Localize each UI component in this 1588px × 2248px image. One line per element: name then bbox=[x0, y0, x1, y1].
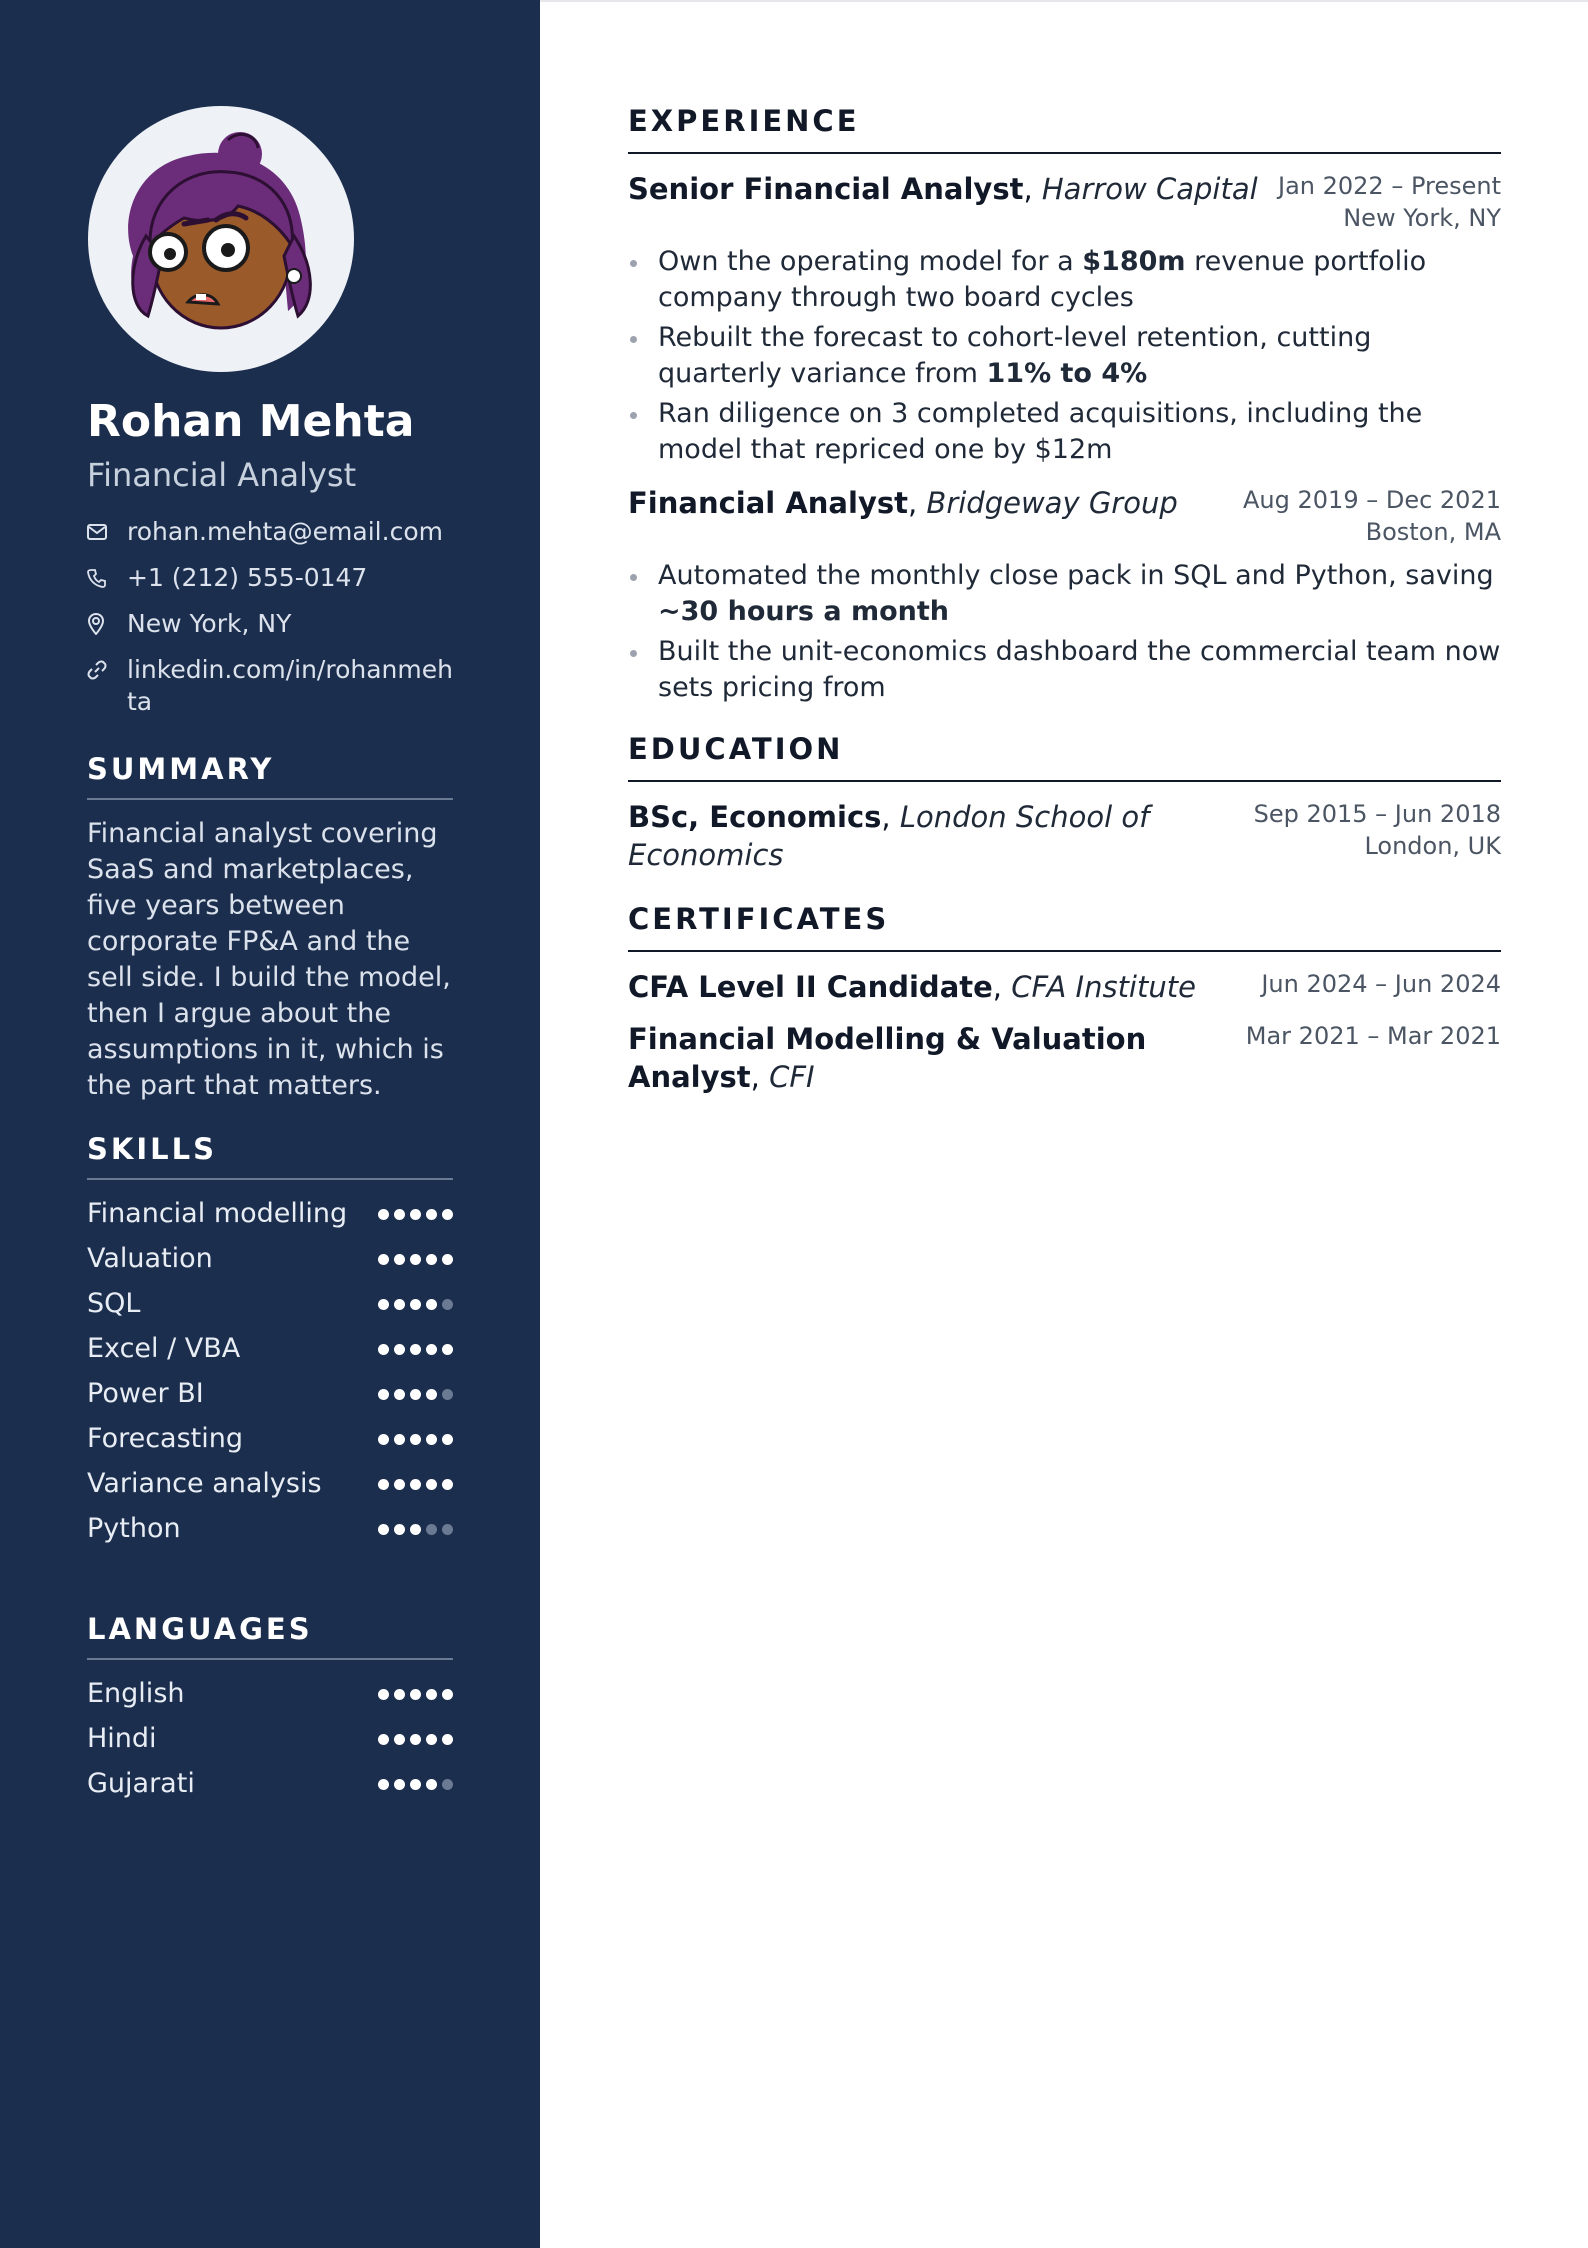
language-rating bbox=[378, 1734, 453, 1745]
rating-dot bbox=[410, 1479, 421, 1490]
rating-dot bbox=[426, 1434, 437, 1445]
rating-dot bbox=[394, 1524, 405, 1535]
skill-rating bbox=[378, 1344, 453, 1355]
bullet-item: Ran diligence on 3 completed acquisitions, including the model that repriced one by $12m bbox=[628, 396, 1501, 468]
skill-row bbox=[87, 1241, 453, 1277]
phone-text: +1 (212) 555-0147 bbox=[127, 563, 368, 592]
skill-row bbox=[87, 1466, 453, 1502]
skill-name: Power BI bbox=[87, 1378, 204, 1409]
rating-dot bbox=[426, 1254, 437, 1265]
skill-row bbox=[87, 1421, 453, 1457]
job-dates: Aug 2019 – Dec 2021 bbox=[1243, 486, 1501, 514]
job-location: Boston, MA bbox=[1365, 518, 1501, 546]
top-border bbox=[540, 0, 1588, 2]
rating-dot bbox=[442, 1779, 453, 1790]
skill-name: Variance analysis bbox=[87, 1468, 322, 1499]
skill-row bbox=[87, 1511, 453, 1547]
rating-dot bbox=[442, 1299, 453, 1310]
rating-dot bbox=[394, 1434, 405, 1445]
candidate-title: Financial Analyst bbox=[87, 456, 357, 494]
rating-dot bbox=[426, 1344, 437, 1355]
job-meta bbox=[1278, 170, 1501, 234]
skill-name: Python bbox=[87, 1513, 181, 1544]
summary-section bbox=[87, 752, 453, 1104]
rating-dot bbox=[378, 1479, 389, 1490]
certificate-name: CFA Level II Candidate bbox=[628, 970, 993, 1004]
rating-dot bbox=[410, 1689, 421, 1700]
avatar-illustration bbox=[88, 106, 354, 372]
rating-dot bbox=[394, 1689, 405, 1700]
rating-dot bbox=[410, 1254, 421, 1265]
languages-list bbox=[87, 1676, 453, 1802]
skill-rating bbox=[378, 1479, 453, 1490]
skills-section bbox=[87, 1132, 453, 1556]
rating-dot bbox=[410, 1299, 421, 1310]
rating-dot bbox=[378, 1344, 389, 1355]
certificate-entry bbox=[628, 968, 1501, 1006]
rating-dot bbox=[394, 1344, 405, 1355]
education-heading: EDUCATION bbox=[628, 732, 1501, 782]
mail-icon bbox=[87, 516, 111, 548]
rating-dot bbox=[442, 1344, 453, 1355]
education-title-line: BSc, Economics, London School of Economics bbox=[628, 800, 1150, 872]
link-icon bbox=[87, 654, 111, 686]
job-title-line: Financial Analyst, Bridgeway Group bbox=[628, 486, 1178, 520]
rating-dot bbox=[426, 1524, 437, 1535]
rating-dot bbox=[410, 1779, 421, 1790]
summary-text: Financial analyst covering SaaS and marketplaces, five years between corporate FP&A and the sell side. I build the model, then I argue about the assumptions in it, which is the part that matters. bbox=[87, 818, 451, 1101]
experience-heading: EXPERIENCE bbox=[628, 104, 1501, 154]
education-meta bbox=[1254, 798, 1501, 862]
location-icon bbox=[87, 608, 111, 640]
language-name: Gujarati bbox=[87, 1768, 195, 1799]
rating-dot bbox=[378, 1689, 389, 1700]
location-text: New York, NY bbox=[127, 609, 292, 638]
bullet-item: Built the unit-economics dashboard the commercial team now sets pricing from bbox=[628, 634, 1501, 706]
certificates-heading: CERTIFICATES bbox=[628, 902, 1501, 952]
certificate-issuer: CFI bbox=[769, 1060, 815, 1094]
linkedin-text: linkedin.com/in/rohanmehta bbox=[127, 655, 453, 716]
skills-heading: SKILLS bbox=[87, 1132, 453, 1180]
skill-rating bbox=[378, 1299, 453, 1310]
bullet-item: Own the operating model for a $180m revenue portfolio company through two board cycles bbox=[628, 244, 1501, 316]
rating-dot bbox=[394, 1254, 405, 1265]
rating-dot bbox=[394, 1479, 405, 1490]
skill-rating bbox=[378, 1434, 453, 1445]
language-name: Hindi bbox=[87, 1723, 157, 1754]
skill-name: Valuation bbox=[87, 1243, 213, 1274]
rating-dot bbox=[442, 1524, 453, 1535]
rating-dot bbox=[442, 1434, 453, 1445]
rating-dot bbox=[426, 1299, 437, 1310]
job-meta bbox=[1243, 484, 1501, 548]
certificate-title-line: Financial Modelling & Valuation Analyst, CFI bbox=[628, 1022, 1147, 1094]
language-name: English bbox=[87, 1678, 185, 1709]
job-role: Financial Analyst bbox=[628, 486, 908, 520]
job-dates: Jan 2022 – Present bbox=[1277, 172, 1501, 200]
rating-dot bbox=[442, 1734, 453, 1745]
certificate-dates: Jun 2024 – Jun 2024 bbox=[1261, 970, 1501, 998]
bullet-item: Rebuilt the forecast to cohort-level retention, cutting quarterly variance from 11% to 4% bbox=[628, 320, 1501, 392]
summary-heading: SUMMARY bbox=[87, 752, 453, 800]
rating-dot bbox=[394, 1389, 405, 1400]
job-bullets bbox=[628, 244, 1501, 468]
email-text: rohan.mehta@email.com bbox=[127, 517, 443, 546]
certificate-dates: Mar 2021 – Mar 2021 bbox=[1245, 1022, 1501, 1050]
skill-rating bbox=[378, 1254, 453, 1265]
rating-dot bbox=[394, 1299, 405, 1310]
rating-dot bbox=[378, 1389, 389, 1400]
certificate-entry bbox=[628, 1020, 1501, 1096]
language-rating bbox=[378, 1689, 453, 1700]
skill-row bbox=[87, 1196, 453, 1232]
skills-list bbox=[87, 1196, 453, 1547]
languages-heading: LANGUAGES bbox=[87, 1612, 453, 1660]
education-section bbox=[628, 732, 1501, 874]
skill-row bbox=[87, 1376, 453, 1412]
rating-dot bbox=[426, 1689, 437, 1700]
certificate-issuer: CFA Institute bbox=[1011, 970, 1196, 1004]
job-location: New York, NY bbox=[1343, 204, 1501, 232]
contact-location bbox=[87, 608, 453, 640]
certificate-name: Financial Modelling & Valuation Analyst bbox=[628, 1022, 1147, 1094]
languages-section bbox=[87, 1612, 453, 1811]
sidebar bbox=[0, 0, 540, 2248]
bullet-item: Automated the monthly close pack in SQL and Python, saving ~30 hours a month bbox=[628, 558, 1501, 630]
candidate-name: Rohan Mehta bbox=[87, 396, 415, 447]
rating-dot bbox=[426, 1479, 437, 1490]
skill-name: Forecasting bbox=[87, 1423, 244, 1454]
education-dates: Sep 2015 – Jun 2018 bbox=[1253, 800, 1501, 828]
rating-dot bbox=[394, 1779, 405, 1790]
rating-dot bbox=[378, 1524, 389, 1535]
rating-dot bbox=[442, 1389, 453, 1400]
rating-dot bbox=[410, 1434, 421, 1445]
job-entry bbox=[628, 170, 1501, 468]
rating-dot bbox=[378, 1434, 389, 1445]
job-role: Senior Financial Analyst bbox=[628, 172, 1024, 206]
rating-dot bbox=[426, 1734, 437, 1745]
rating-dot bbox=[442, 1209, 453, 1220]
avatar bbox=[88, 106, 354, 372]
rating-dot bbox=[378, 1779, 389, 1790]
rating-dot bbox=[410, 1389, 421, 1400]
job-entry bbox=[628, 484, 1501, 706]
certificate-title-line: CFA Level II Candidate, CFA Institute bbox=[628, 970, 1196, 1004]
contact-phone[interactable] bbox=[87, 562, 453, 594]
rating-dot bbox=[378, 1734, 389, 1745]
rating-dot bbox=[378, 1299, 389, 1310]
education-degree: BSc, Economics bbox=[628, 800, 882, 834]
education-entry bbox=[628, 798, 1501, 874]
language-rating bbox=[378, 1779, 453, 1790]
skill-row bbox=[87, 1331, 453, 1367]
education-location: London, UK bbox=[1364, 832, 1501, 860]
rating-dot bbox=[410, 1524, 421, 1535]
skill-name: Excel / VBA bbox=[87, 1333, 241, 1364]
skill-name: Financial modelling bbox=[87, 1198, 348, 1229]
language-row bbox=[87, 1766, 453, 1802]
skill-rating bbox=[378, 1389, 453, 1400]
rating-dot bbox=[426, 1389, 437, 1400]
rating-dot bbox=[378, 1254, 389, 1265]
rating-dot bbox=[394, 1209, 405, 1220]
job-title-line: Senior Financial Analyst, Harrow Capital bbox=[628, 172, 1258, 206]
contact-list bbox=[87, 516, 453, 732]
skill-rating bbox=[378, 1209, 453, 1220]
language-row bbox=[87, 1676, 453, 1712]
job-company: Harrow Capital bbox=[1041, 172, 1258, 206]
rating-dot bbox=[442, 1479, 453, 1490]
experience-section bbox=[628, 104, 1501, 710]
skill-name: SQL bbox=[87, 1288, 141, 1319]
education-school: London School of Economics bbox=[628, 800, 1150, 872]
rating-dot bbox=[394, 1734, 405, 1745]
rating-dot bbox=[426, 1779, 437, 1790]
rating-dot bbox=[442, 1254, 453, 1265]
rating-dot bbox=[442, 1689, 453, 1700]
rating-dot bbox=[378, 1209, 389, 1220]
skill-row bbox=[87, 1286, 453, 1322]
rating-dot bbox=[410, 1734, 421, 1745]
language-row bbox=[87, 1721, 453, 1757]
rating-dot bbox=[426, 1209, 437, 1220]
certificates-section bbox=[628, 902, 1501, 1096]
skill-rating bbox=[378, 1524, 453, 1535]
phone-icon bbox=[87, 562, 111, 594]
rating-dot bbox=[410, 1209, 421, 1220]
job-company: Bridgeway Group bbox=[926, 486, 1178, 520]
contact-email[interactable] bbox=[87, 516, 453, 548]
contact-linkedin[interactable] bbox=[87, 654, 453, 718]
job-bullets bbox=[628, 558, 1501, 706]
rating-dot bbox=[410, 1344, 421, 1355]
